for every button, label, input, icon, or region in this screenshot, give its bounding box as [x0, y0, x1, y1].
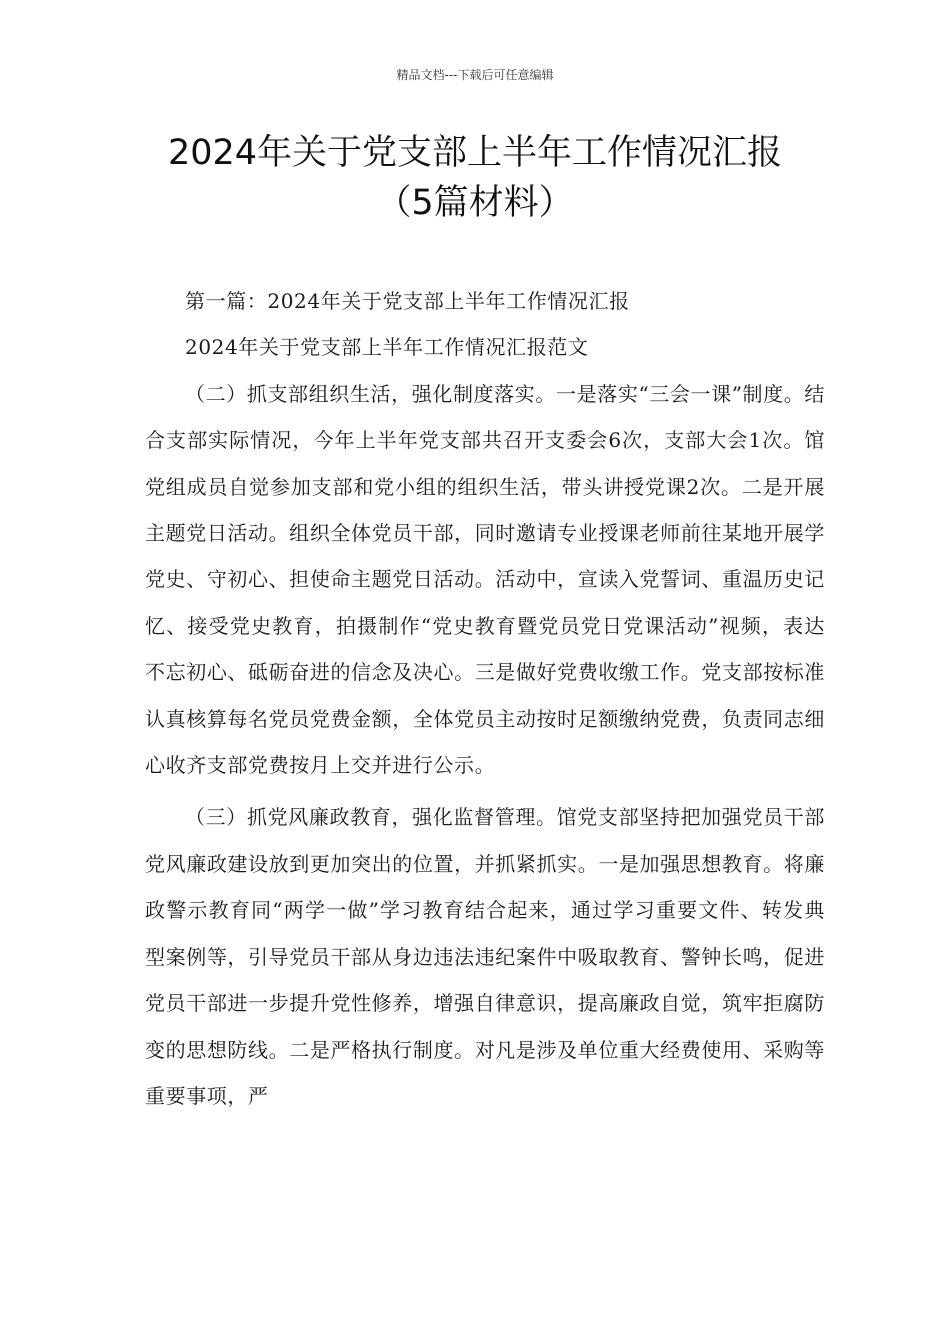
paragraph-subtitle: 2024年关于党支部上半年工作情况汇报范文 [185, 335, 589, 360]
paragraph-chapter-heading: 第一篇：2024年关于党支部上半年工作情况汇报 [185, 289, 630, 313]
paragraph-section-2: （二）抓支部组织生活，强化制度落实。一是落实“三会一课”制度。结合支部实际情况，今年上半年党支部共召开支委会6次，支部大会1次。馆党组成员自觉参加支部和党小组的组织生活，带头讲授党课2次。二是开展主题党日活动。组织全体党员干部，同时邀请专业授课老师前往某地开展学党史、守初心、担使命主题党日活动。活动中，宣读入党誓词、重温历史记忆、接受党史教育，拍摄制作“党史教育暨党员党日党课活动”视频，表达不忘初心、砥砺奋进的信念及决心。三是做好党费收缴工作。党支部按标准认真核算每名党员党费金额，全体党员主动按时足额缴纳党费，负责同志细心收齐支部党费按月上交并进行公示。 [145, 381, 825, 778]
document-body [145, 278, 825, 1119]
header-note: 精品文档---下载后可任意编辑 [396, 68, 554, 82]
title-line-2: （5篇材料） [376, 183, 574, 223]
title-line-1: 2024年关于党支部上半年工作情况汇报 [167, 133, 783, 173]
document-title [100, 128, 850, 228]
paragraph-section-3: （三）抓党风廉政教育，强化监督管理。馆党支部坚持把加强党员干部党风廉政建设放到更加突出的位置，并抓紧抓实。一是加强思想教育。将廉政警示教育同“两学一做”学习教育结合起来，通过学习重要文件、转发典型案例等，引导党员干部从身边违法违纪案件中吸取教育、警钟长鸣，促进党员干部进一步提升党性修养，增强自律意识，提高廉政自觉，筑牢拒腐防变的思想防线。二是严格执行制度。对凡是涉及单位重大经费使用、采购等重要事项，严 [145, 805, 825, 1108]
